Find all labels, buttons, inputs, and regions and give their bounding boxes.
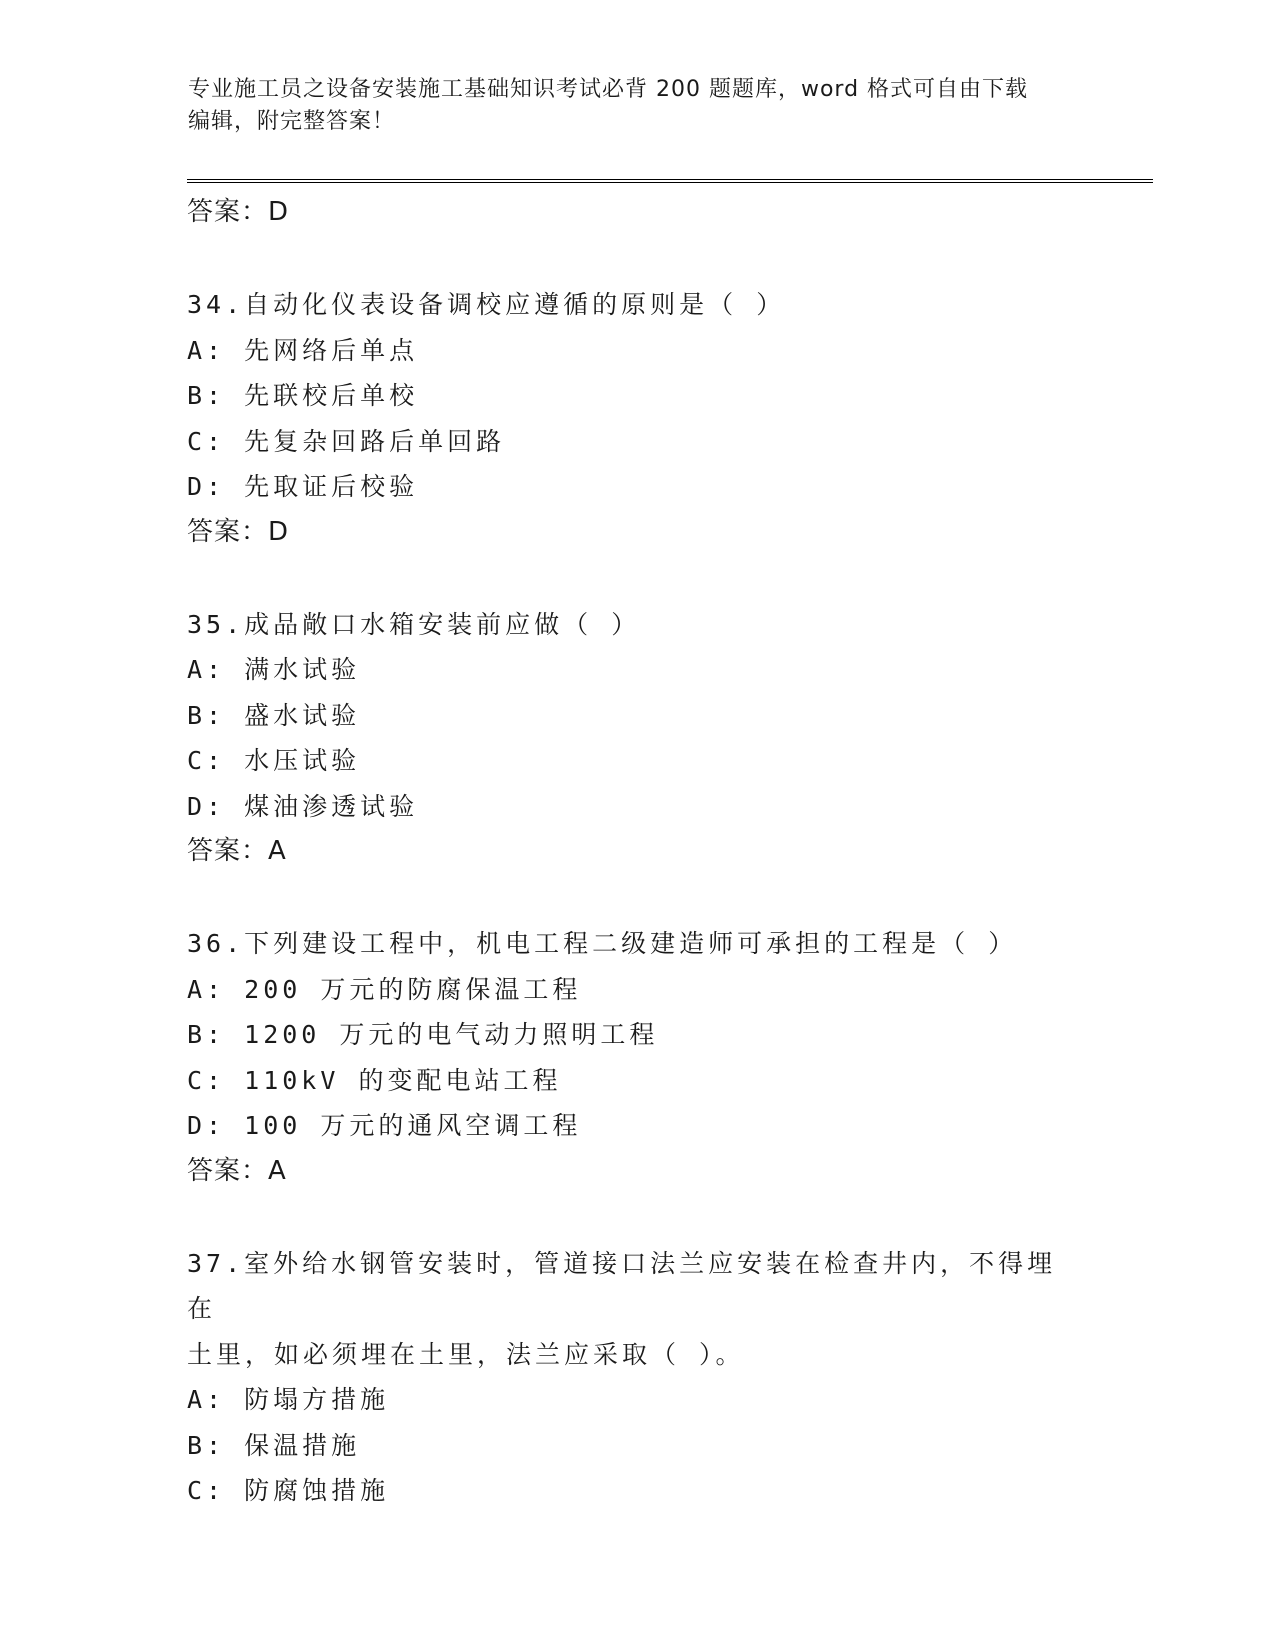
question-title: 36.下列建设工程中，机电工程二级建造师可承担的工程是（ ） [187, 929, 1018, 958]
option-b: B: 先联校后单校 [187, 381, 419, 410]
question-list [187, 190, 1087, 1514]
option-d: D: 煤油渗透试验 [187, 791, 419, 821]
header-divider [187, 179, 1153, 183]
option-d: D: 先取证后校验 [187, 472, 419, 501]
option-a: A: 满水试验 [187, 655, 361, 684]
option-b: B: 盛水试验 [187, 700, 361, 730]
header-line-2: 编辑，附完整答案！ [188, 109, 396, 134]
previous-answer: 答案：D [187, 197, 290, 227]
option-a: A: 200 万元的防腐保温工程 [187, 974, 582, 1004]
option-b: B: 保温措施 [187, 1430, 361, 1460]
question-title: 34.自动化仪表设备调校应遵循的原则是（ ） [187, 290, 786, 319]
document-header [188, 74, 1068, 138]
option-c: C: 防腐蚀措施 [187, 1476, 390, 1505]
option-a: A: 先网络后单点 [187, 335, 419, 365]
option-c: C: 先复杂回路后单回路 [187, 426, 506, 456]
option-b: B: 1200 万元的电气动力照明工程 [187, 1020, 659, 1049]
question-37 [187, 1241, 1087, 1514]
option-c: C: 水压试验 [187, 746, 361, 775]
question-35 [187, 602, 1087, 875]
question-title-line-1: 37.室外给水钢管安装时，管道接口法兰应安装在检查井内，不得埋在 [187, 1248, 1057, 1323]
answer: 答案：A [187, 1155, 287, 1186]
question-34 [187, 282, 1087, 555]
question-36 [187, 921, 1087, 1194]
option-c: C: 110kV 的变配电站工程 [187, 1065, 562, 1095]
question-title-line-2: 土里，如必须埋在土里，法兰应采取（ ）。 [187, 1339, 745, 1369]
header-line-1: 专业施工员之设备安装施工基础知识考试必背 200 题题库，word 格式可自由下载 [188, 77, 1029, 102]
question-title: 35.成品敞口水箱安装前应做（ ） [187, 609, 641, 639]
option-d: D: 100 万元的通风空调工程 [187, 1111, 582, 1140]
answer: 答案：D [187, 516, 290, 547]
option-a: A: 防塌方措施 [187, 1385, 390, 1414]
answer: 答案：A [187, 836, 287, 866]
